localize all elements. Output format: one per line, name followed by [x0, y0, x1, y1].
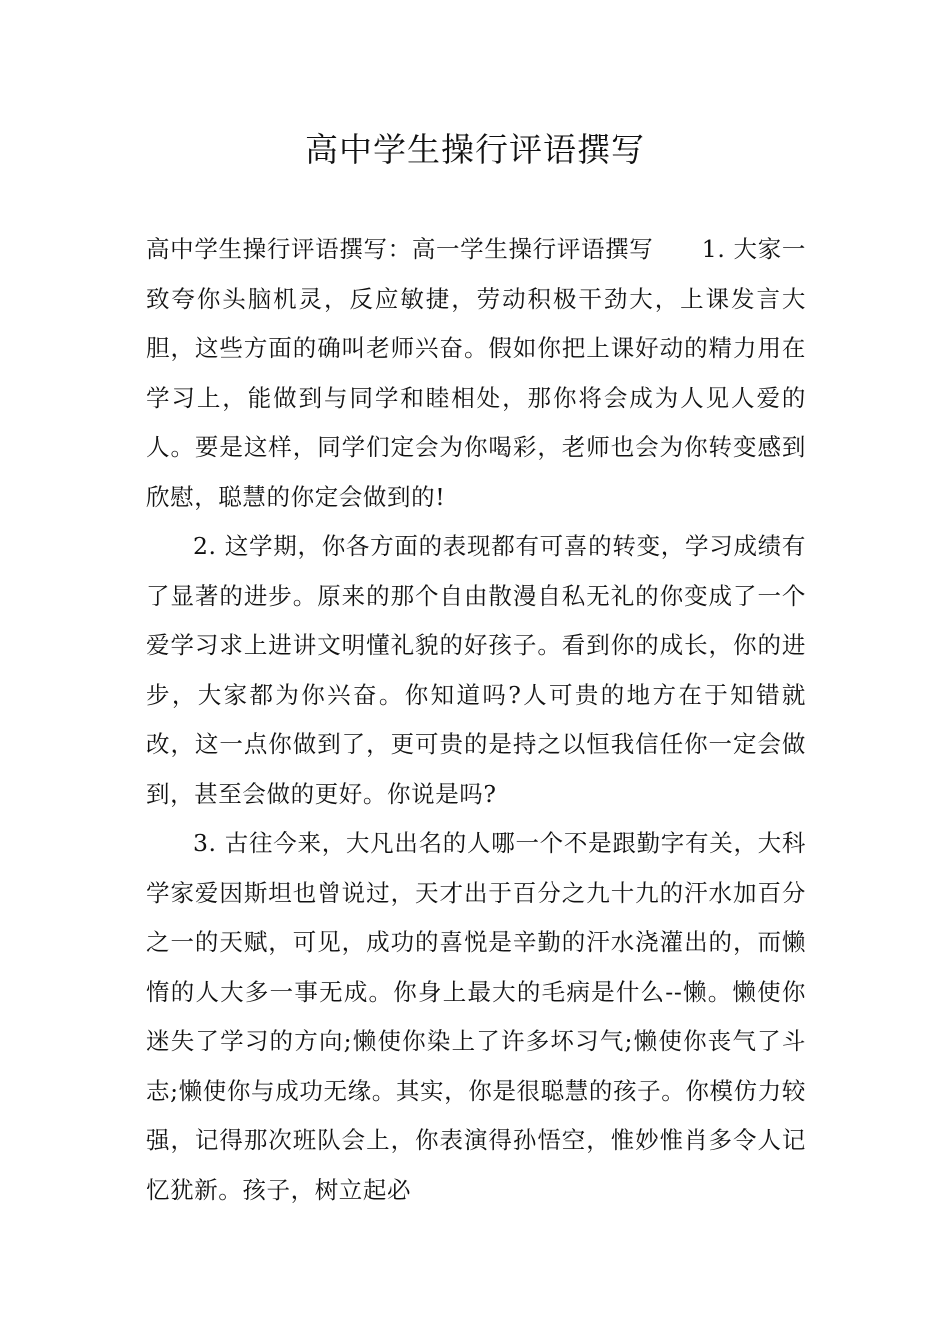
document-body: [146, 225, 806, 1215]
paragraph-1: 高中学生操行评语撰写：高一学生操行评语撰写 1. 大家一致夸你头脑机灵，反应敏捷，劳动积极干劲大，上课发言大胆，这些方面的确叫老师兴奋。假如你把上课好动的精力用在学习上，能做到与同学和睦相处，那你将会成为人见人爱的人。要是这样，同学们定会为你喝彩，老师也会为你转变感到欣慰，聪慧的你定会做到的!: [146, 235, 806, 511]
paragraph-3: 3. 古往今来，大凡出名的人哪一个不是跟勤字有关，大科学家爱因斯坦也曾说过，天才出于百分之九十九的汗水加百分之一的天赋，可见，成功的喜悦是辛勤的汗水浇灌出的，而懒惰的人大多一事无成。你身上最大的毛病是什么--懒。懒使你迷失了学习的方向;懒使你染上了许多坏习气;懒使你丧气了斗志;懒使你与成功无缘。其实，你是很聪慧的孩子。你模仿力较强，记得那次班队会上，你表演得孙悟空，惟妙惟肖多令人记忆犹新。孩子，树立起必: [146, 829, 806, 1204]
document-title: 高中学生操行评语撰写: [305, 130, 645, 169]
paragraph-2: 2. 这学期，你各方面的表现都有可喜的转变，学习成绩有了显著的进步。原来的那个自由散漫自私无礼的你变成了一个爱学习求上进讲文明懂礼貌的好孩子。看到你的成长，你的进步，大家都为你兴奋。你知道吗?人可贵的地方在于知错就改，这一点你做到了，更可贵的是持之以恒我信任你一定会做到，甚至会做的更好。你说是吗?: [146, 532, 806, 808]
